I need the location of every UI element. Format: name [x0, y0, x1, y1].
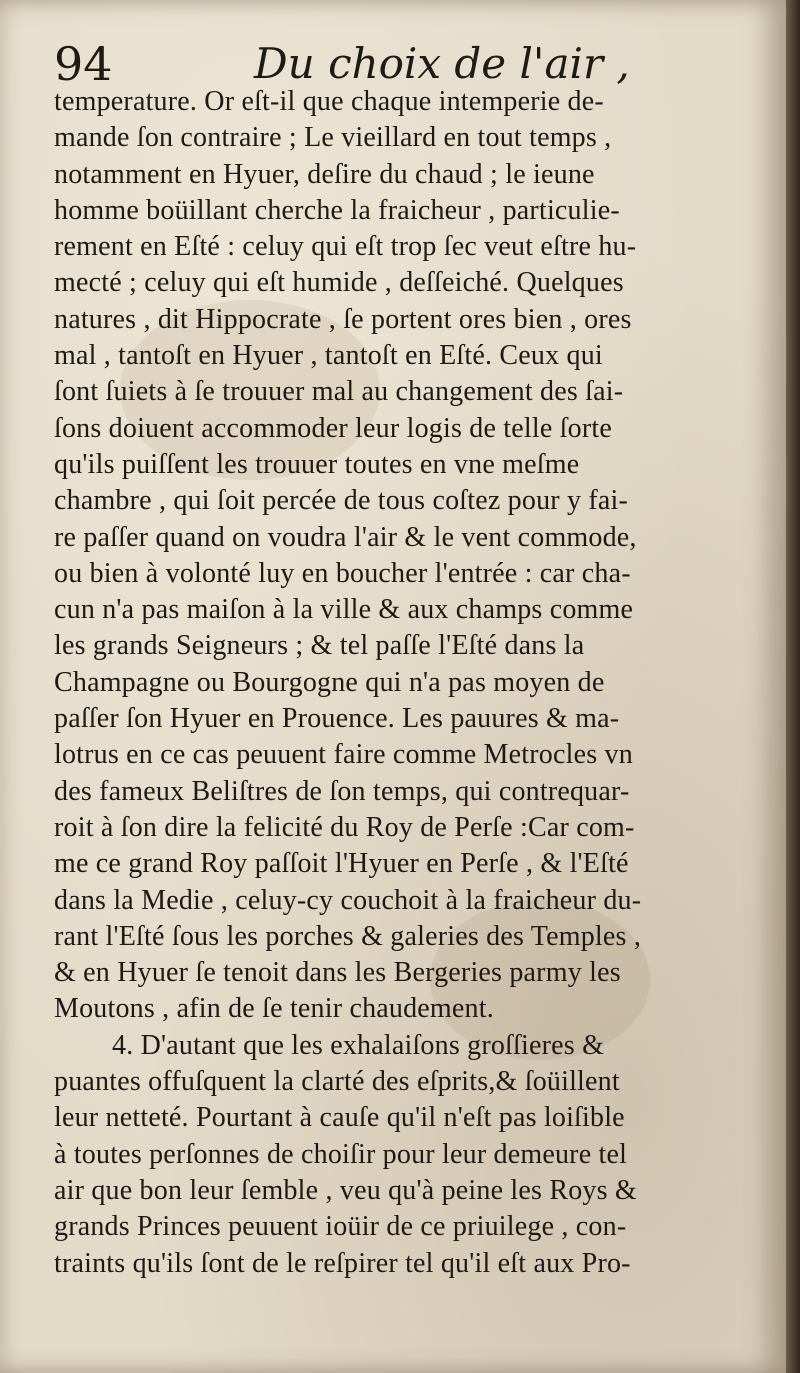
- text-line: homme boüillant cherche la fraicheur , particulie-: [54, 194, 620, 226]
- text-line: ſont ſuiets à ſe trouuer mal au changement des ſai-: [54, 376, 624, 408]
- text-line: Champagne ou Bourgogne qui n'a pas moyen de: [54, 666, 605, 698]
- text-line: re paſſer quand on voudra l'air & le vent commode,: [54, 521, 637, 553]
- text-line: traints qu'ils ſont de le reſpirer tel qu'il eſt aux Pro-: [54, 1247, 631, 1279]
- running-title: Du choix de l'air ,: [254, 39, 630, 88]
- text-line: puantes offuſquent la clarté des eſprits,& ſoüillent: [54, 1066, 620, 1098]
- text-line: ſons doiuent accommoder leur logis de telle ſorte: [54, 412, 612, 444]
- text-line: rement en Eſté : celuy qui eſt trop ſec veut eſtre hu-: [54, 231, 637, 263]
- text-line: rant l'Eſté ſous les porches & galeries des Temples ,: [54, 920, 642, 952]
- text-line: mande ſon contraire ; Le vieillard en tout temps ,: [54, 122, 612, 154]
- text-line: les grands Seigneurs ; & tel paſſe l'Eſté dans la: [54, 630, 585, 662]
- text-line: à toutes perſonnes de choiſir pour leur demeure tel: [54, 1138, 628, 1170]
- text-line: cun n'a pas maiſon à la ville & aux champs comme: [54, 594, 634, 626]
- text-line: qu'ils puiſſent les trouuer toutes en vne meſme: [54, 448, 580, 480]
- text-line: natures , dit Hippocrate , ſe portent ores bien , ores: [54, 303, 632, 335]
- text-line: des fameux Beliſtres de ſon temps, qui contrequar-: [54, 775, 630, 807]
- text-line: 4. D'autant que les exhalaiſons groſſieres &: [112, 1029, 605, 1061]
- text-line: Moutons , afin de ſe tenir chaudement.: [54, 993, 494, 1025]
- text-line: temperature. Or eſt-il que chaque intemperie de-: [54, 86, 604, 117]
- text-line: notamment en Hyuer, deſire du chaud ; le ieune: [54, 158, 595, 190]
- text-line: ou bien à volonté luy en boucher l'entrée : car cha-: [54, 557, 631, 589]
- text-line: paſſer ſon Hyuer en Prouence. Les pauures & ma-: [54, 703, 620, 735]
- page-number: 94: [54, 37, 113, 91]
- text-line: roit à ſon dire la felicité du Roy de Perſe :Car com-: [54, 811, 635, 843]
- text-line: chambre , qui ſoit percée de tous coſtez pour y fai-: [54, 485, 629, 517]
- text-line: leur netteté. Pourtant à cauſe qu'il n'eſt pas loiſible: [54, 1102, 625, 1134]
- text-line: me ce grand Roy paſſoit l'Hyuer en Perſe , & l'Eſté: [54, 848, 629, 880]
- book-edge: [786, 0, 800, 1373]
- text-line: dans la Medie , celuy-cy couchoit à la fraicheur du-: [54, 884, 642, 916]
- text-line: lotrus en ce cas peuuent faire comme Metrocles vn: [54, 739, 633, 771]
- text-line: air que bon leur ſemble , veu qu'à peine les Roys &: [54, 1174, 637, 1206]
- text-line: mecté ; celuy qui eſt humide , deſſeiché. Quelques: [54, 267, 624, 299]
- text-line: & en Hyuer ſe tenoit dans les Bergeries parmy les: [54, 957, 621, 989]
- body-text: [54, 84, 736, 1282]
- text-line: grands Princes peuuent ioüir de ce priuilege , con-: [54, 1211, 627, 1243]
- text-line: mal , tantoſt en Hyuer , tantoſt en Eſté. Ceux qui: [54, 340, 603, 372]
